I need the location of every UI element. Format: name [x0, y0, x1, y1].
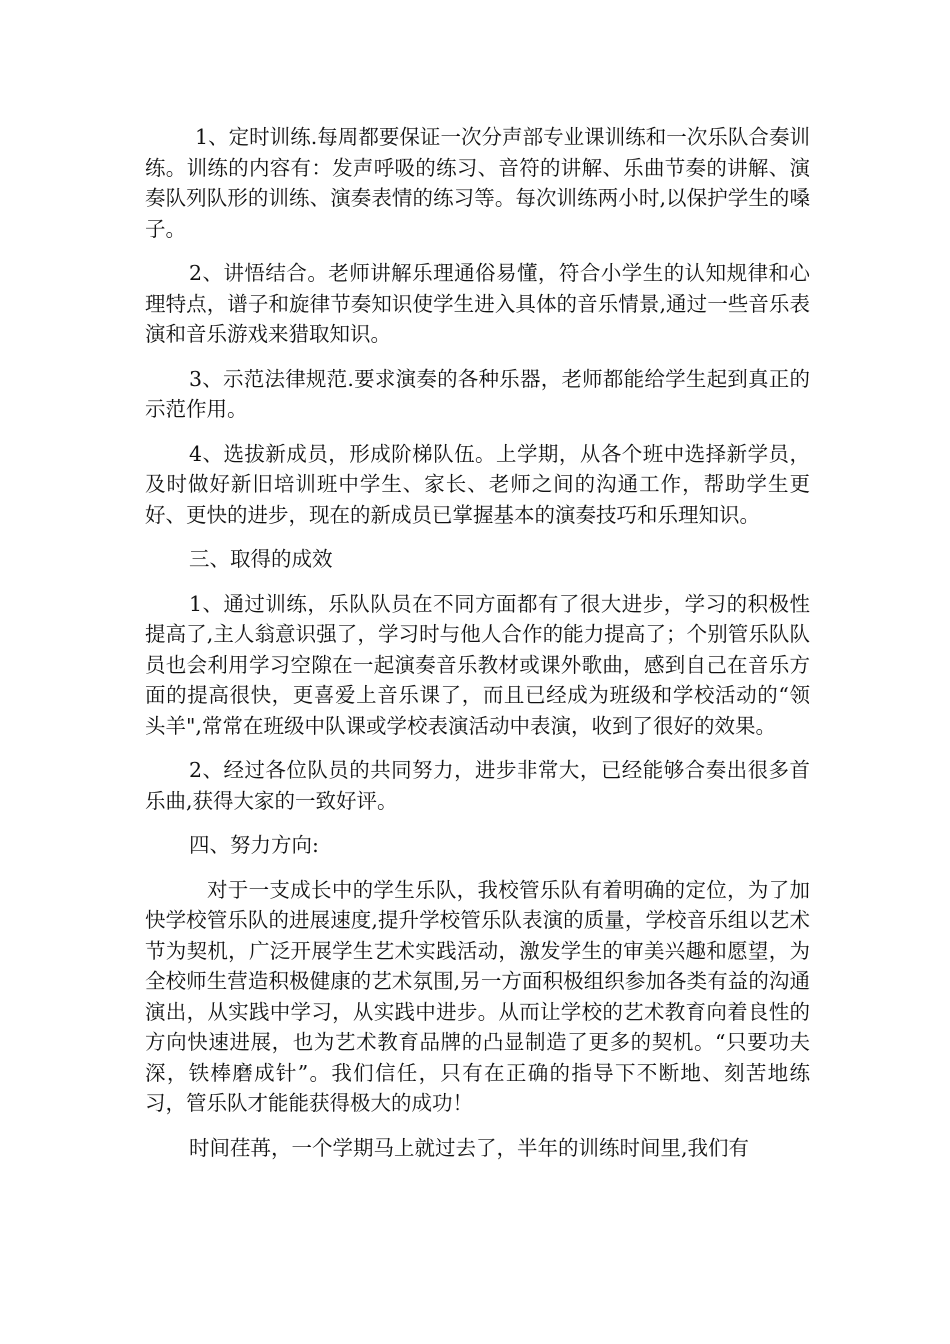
paragraph-teaching-method: 2、讲悟结合。老师讲解乐理通俗易懂，符合小学生的认知规律和心理特点，谱子和旋律节奏知识使学生进入具体的音乐情景,通过一些音乐表演和音乐游戏来猎取知识。 [145, 261, 810, 346]
paragraph-results-praise: 2、经过各位队员的共同努力，进步非常大，已经能够合奏出很多首乐曲,获得大家的一致好评。 [145, 758, 810, 813]
document-body [145, 122, 810, 1177]
section-heading-direction: 四、努力方向: [189, 833, 319, 857]
paragraph-demonstration: 3、示范法律规范.要求演奏的各种乐器，老师都能给学生起到真正的示范作用。 [145, 366, 810, 421]
paragraph-training-schedule: 1、定时训练.每周都要保证一次分声部专业课训练和一次乐队合奏训练。训练的内容有：发声呼吸的练习、音符的讲解、乐曲节奏的讲解、演奏队列队形的训练、演奏表情的练习等。每次训练两小时,以保护学生的嗓子。 [145, 125, 810, 241]
paragraph-closing: 时间荏苒，一个学期马上就过去了，半年的训练时间里,我们有 [189, 1135, 750, 1160]
paragraph-new-members: 4、选拔新成员，形成阶梯队伍。上学期，从各个班中选择新学员，及时做好新旧培训班中学生、家长、老师之间的沟通工作，帮助学生更好、更快的进步，现在的新成员已掌握基本的演奏技巧和乐理知识。 [145, 441, 810, 527]
paragraph-direction: 对于一支成长中的学生乐队，我校管乐队有着明确的定位，为了加快学校管乐队的进展速度,提升学校管乐队表演的质量，学校音乐组以艺术节为契机，广泛开展学生艺术实践活动，激发学生的审美兴趣和愿望，为全校师生营造积极健康的艺术氛围,另一方面积极组织参加各类有益的沟通演出，从实践中学习，从实践中进步。从而让学校的艺术教育向着良性的方向快速进展，也为艺术教育品牌的凸显制造了更多的契机。“只要功夫深，铁棒磨成针”。我们信任，只有在正确的指导下不断地、刻苦地练习，管乐队才能能获得极大的成功！ [145, 877, 810, 1115]
paragraph-results-progress: 1、通过训练，乐队队员在不同方面都有了很大进步，学习的积极性提高了,主人翁意识强了，学习时与他人合作的能力提高了；个别管乐队队员也会利用学习空隙在一起演奏音乐教材或课外歌曲，感到自己在音乐方面的提高很快，更喜爱上音乐课了，而且已经成为班级和学校活动的“领头羊",常常在班级中队课或学校表演活动中表演，收到了很好的效果。 [145, 591, 810, 738]
section-heading-results: 三、取得的成效 [189, 547, 333, 571]
